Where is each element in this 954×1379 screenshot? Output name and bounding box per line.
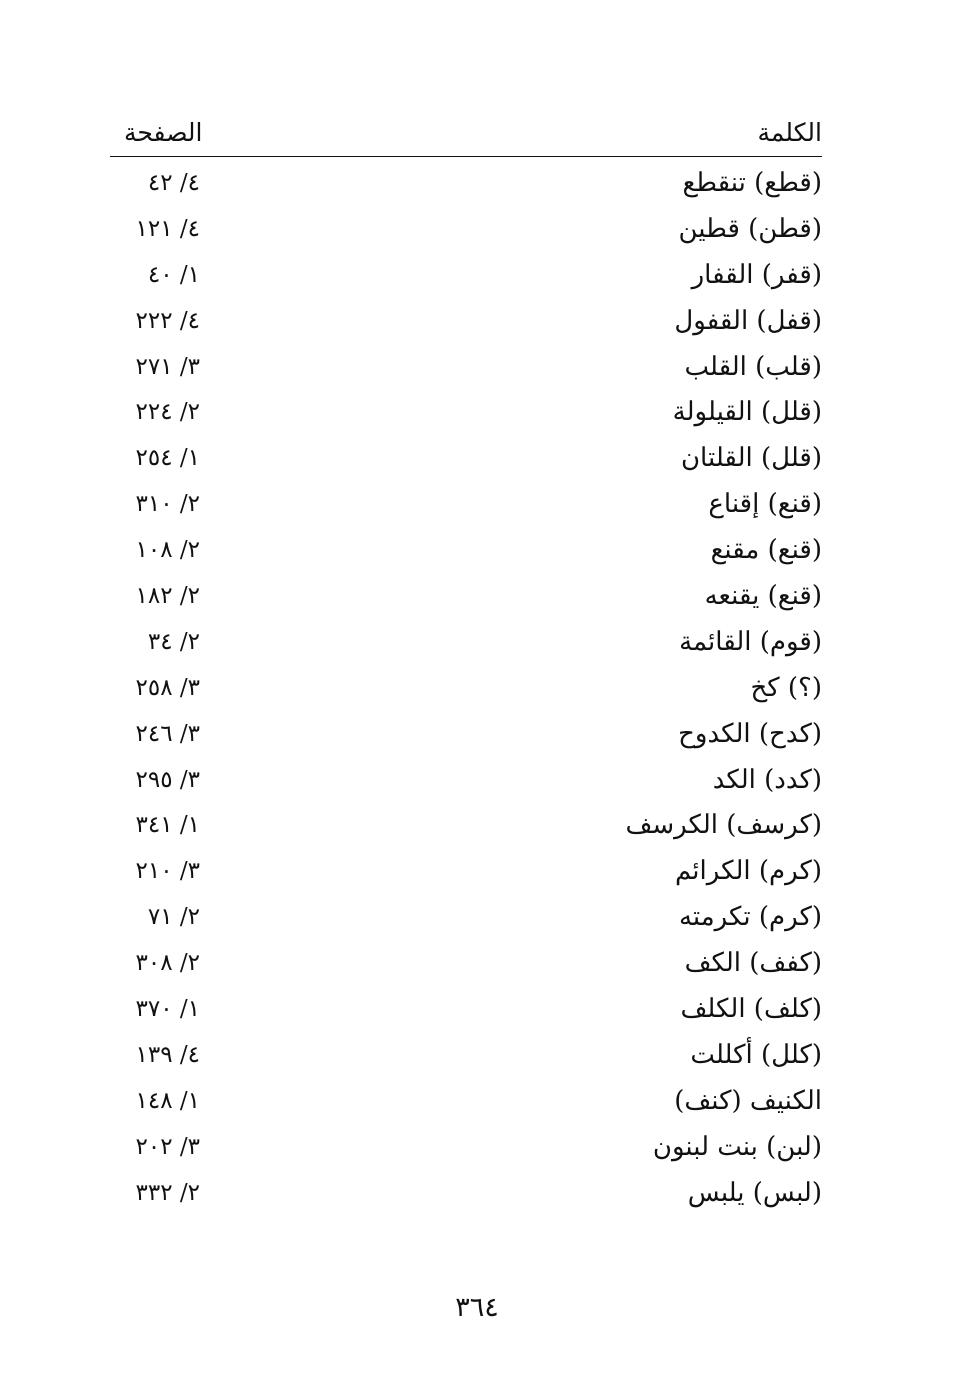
entry-word: (كلل) أكللت [690, 1039, 822, 1070]
entry-ref: ١/ ٣٤١ [135, 812, 200, 839]
entry-ref: ٢/ ٣٤ [147, 628, 200, 655]
entry-word: (لبن) بنت لبنون [652, 1131, 822, 1162]
entry-word: (قفل) القفول [674, 305, 822, 336]
page-column-heading: الصفحة [124, 118, 203, 147]
entry-word: (قفر) القفار [691, 259, 822, 290]
index-row [110, 994, 822, 1040]
entry-ref: ٢/ ٣٠٨ [135, 950, 200, 977]
entry-ref: ٤/ ٢٢٢ [135, 307, 200, 334]
entry-word: (كدح) الكدوح [678, 718, 822, 749]
index-row [110, 1178, 822, 1224]
index-row [110, 260, 822, 306]
index-row [110, 719, 822, 765]
entry-ref: ٢/ ٧١ [147, 904, 200, 931]
entry-word: (قوم) القائمة [679, 626, 822, 657]
entry-ref: ٣/ ٢٩٥ [135, 766, 200, 793]
index-row [110, 1040, 822, 1086]
entry-word: (قلل) القيلولة [672, 397, 822, 428]
entry-word: (قنع) يقنعه [704, 581, 822, 612]
entry-ref: ٣/ ٢١٠ [135, 858, 200, 885]
index-row [110, 948, 822, 994]
entry-ref: ١/ ٤٠ [147, 261, 200, 288]
entry-ref: ١/ ٣٧٠ [135, 996, 200, 1023]
entry-ref: ٣/ ٢٤٦ [135, 720, 200, 747]
entry-word: (لبس) يلبس [687, 1177, 822, 1208]
entry-word: (قطن) قطين [678, 213, 822, 244]
entry-word: (قلل) القلتان [680, 443, 822, 474]
entry-ref: ٤/ ٤٢ [147, 170, 200, 196]
index-row [110, 397, 822, 443]
index-row [110, 627, 822, 673]
index-header [110, 118, 822, 157]
index-row [110, 1086, 822, 1132]
index-row [110, 902, 822, 948]
index-row [110, 214, 822, 260]
entry-word: (قنع) مقنع [710, 535, 822, 566]
index-row [110, 856, 822, 902]
entry-word: (كرسف) الكرسف [625, 810, 822, 841]
index-row [110, 1132, 822, 1178]
index-row [110, 306, 822, 352]
entry-word: (كرم) الكرائم [675, 856, 822, 887]
page-number: ٣٦٤ [455, 1292, 499, 1323]
entry-ref: ٣/ ٢٥٨ [135, 674, 200, 701]
entry-word: (كلف) الكلف [680, 994, 822, 1025]
entry-word: الكنيف (كنف) [674, 1085, 822, 1116]
index-row [110, 443, 822, 489]
entry-word: (قنع) إقناع [708, 489, 822, 520]
entry-ref: ٤/ ١٣٩ [135, 1041, 200, 1068]
entry-ref: ١/ ٢٥٤ [135, 445, 200, 472]
index-row [110, 810, 822, 856]
index-row [110, 581, 822, 627]
entry-ref: ٣/ ٢٠٢ [135, 1133, 200, 1160]
entry-ref: ٣/ ٢٧١ [135, 353, 200, 380]
index-row [110, 765, 822, 811]
index-entries [110, 168, 822, 1223]
index-row [110, 535, 822, 581]
entry-ref: ٢/ ٣٣٢ [135, 1179, 200, 1206]
entry-word: (كرم) تكرمته [678, 902, 822, 933]
index-row [110, 489, 822, 535]
entry-word: (قطع) تنقطع [682, 168, 822, 198]
entry-ref: ٢/ ٣١٠ [135, 491, 200, 518]
entry-ref: ٢/ ١٨٢ [135, 583, 200, 610]
entry-ref: ٢/ ١٠٨ [135, 537, 200, 564]
entry-word: (كفف) الكف [684, 948, 822, 979]
entry-word: (؟) كخ [750, 672, 822, 703]
index-row [110, 352, 822, 398]
entry-word: (قلب) القلب [684, 351, 822, 382]
word-column-heading: الكلمة [757, 118, 822, 147]
entry-ref: ٢/ ٢٢٤ [135, 399, 200, 426]
index-row [110, 168, 822, 214]
entry-ref: ١/ ١٤٨ [135, 1087, 200, 1114]
index-row [110, 673, 822, 719]
entry-ref: ٤/ ١٢١ [135, 215, 200, 242]
entry-word: (كدد) الكد [712, 764, 822, 795]
